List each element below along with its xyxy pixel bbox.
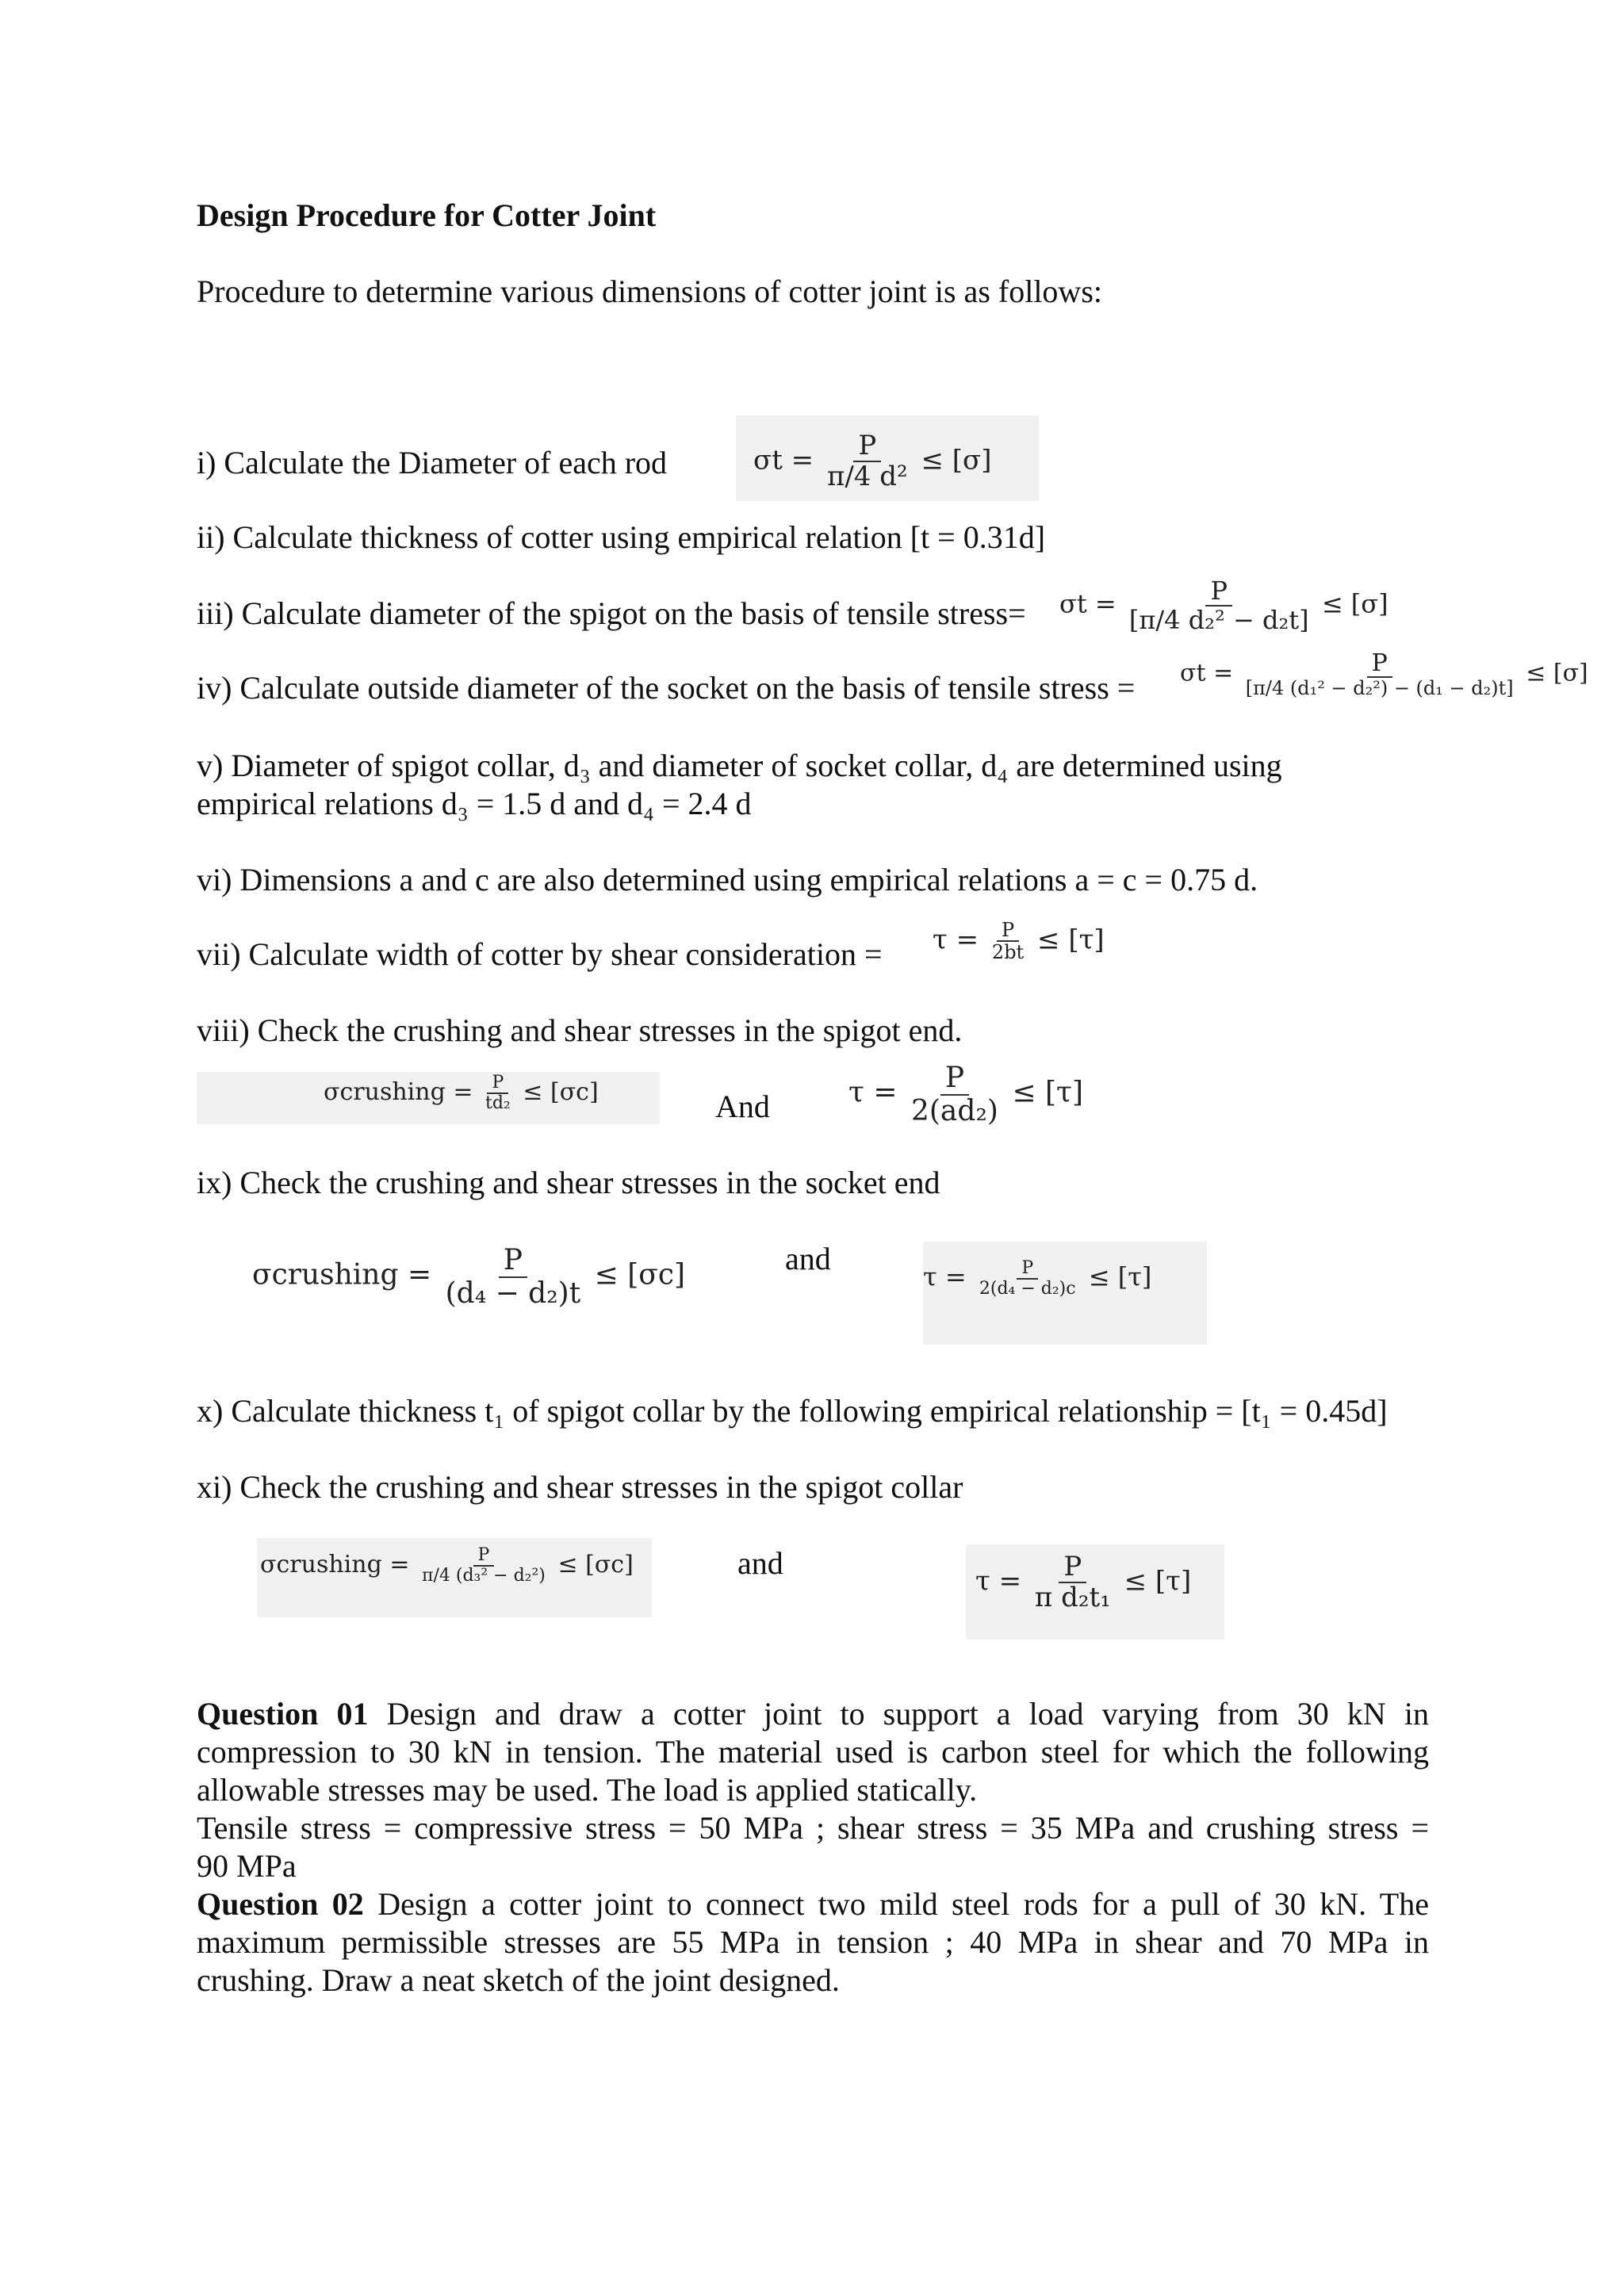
- equation-socket-shear: τ = $\frac{P}{\text{2(d₄ − d₂)c}}$ ≤ [τ]: [923, 1242, 1207, 1345]
- page-title: Design Procedure for Cotter Joint: [197, 197, 657, 233]
- equation-rod-diameter: σt = $\frac{P}{\text{π/4 d²}}$ ≤ [σ]: [736, 415, 1039, 501]
- step-4: iv) Calculate outside diameter of the socket on the basis of tensile stress =: [197, 670, 1136, 706]
- equation-cotter-width: τ = $\frac{P}{2bt}$ ≤ [τ]: [933, 919, 1105, 964]
- step-9: ix) Check the crushing and shear stresses in the socket end: [197, 1165, 940, 1200]
- and-label-2: and: [785, 1241, 831, 1276]
- sigma-t-symbol: σt: [753, 444, 783, 476]
- step-7: vii) Calculate width of cotter by shear consideration =: [197, 936, 883, 972]
- step-8: viii) Check the crushing and shear stresses in the spigot end.: [197, 1012, 963, 1048]
- question-2: Question 02 Design a cotter joint to connect two mild steel rods for a pull of 30 kN. The maximum permissible stresses are 55 MPa in tension ; 40 MPa in shear and 70 MPa in crushing. Draw a neat sketch of the joint designed.: [197, 1886, 1429, 1998]
- question-2-label: Question 02: [197, 1886, 364, 1922]
- equation-socket-crushing: σcrushing = $\frac{P}{\text{(d₄ − d₂)t}}$ ≤ [σc]: [252, 1244, 686, 1310]
- equation-spigot-crushing: σcrushing = $\frac{P}{\text{td₂}}$ ≤ [σc]: [197, 1072, 660, 1124]
- step-2: ii) Calculate thickness of cotter using empirical relation [t = 0.31d]: [197, 519, 1046, 555]
- equation-socket-diameter: σt = $\frac{P}{\text{[π/4 (d₁² − d₂²) − (d₁ − d₂)t]}}$ ≤ [σ]: [1180, 649, 1588, 699]
- equation-collar-shear: τ = $\frac{P}{\text{π d₂t₁}}$ ≤ [τ]: [966, 1544, 1224, 1640]
- step-1: i) Calculate the Diameter of each rod: [197, 445, 668, 480]
- equation-collar-crushing: σcrushing = $\frac{P}{\text{π/4 (d₃² − d₂²)}}$ ≤ [σc]: [257, 1538, 652, 1617]
- and-label-1: And: [715, 1089, 770, 1124]
- equation-spigot-diameter: σt = $\frac{P}{\text{[π/4 d₂² − d₂t]}}$ ≤ [σ]: [1059, 576, 1388, 636]
- step-11: xi) Check the crushing and shear stresses in the spigot collar: [197, 1469, 963, 1505]
- and-label-3: and: [737, 1545, 783, 1581]
- step-10: x) Calculate thickness t₁ of spigot collar by the following empirical relationship = [t₁ = 0.45d]: [197, 1393, 1388, 1429]
- step-5-line-1: v) Diameter of spigot collar, d₃ and diameter of socket collar, d₄ are determined using: [197, 748, 1282, 783]
- intro-text: Procedure to determine various dimensions of cotter joint is as follows:: [197, 274, 1102, 309]
- step-5-line-2: empirical relations d₃ = 1.5 d and d₄ = 2.4 d: [197, 786, 752, 821]
- question-1-label: Question 01: [197, 1696, 369, 1732]
- step-3: iii) Calculate diameter of the spigot on the basis of tensile stress=: [197, 595, 1026, 631]
- question-1: Question 01 Design and draw a cotter joint to support a load varying from 30 kN in compression to 30 kN in tension. The material used is carbon steel for which the following allowable stresses may be used. The load is applied statically. Tensile stress = compressive stress = 50 MPa ; shear stress = 35 MPa and crushing stress = 90 MPa: [197, 1696, 1430, 1884]
- step-6: vi) Dimensions a and c are also determined using empirical relations a = c = 0.75 d.: [197, 862, 1258, 897]
- equation-spigot-shear: τ = $\frac{P}{\text{2(ad₂)}}$ ≤ [τ]: [848, 1062, 1084, 1127]
